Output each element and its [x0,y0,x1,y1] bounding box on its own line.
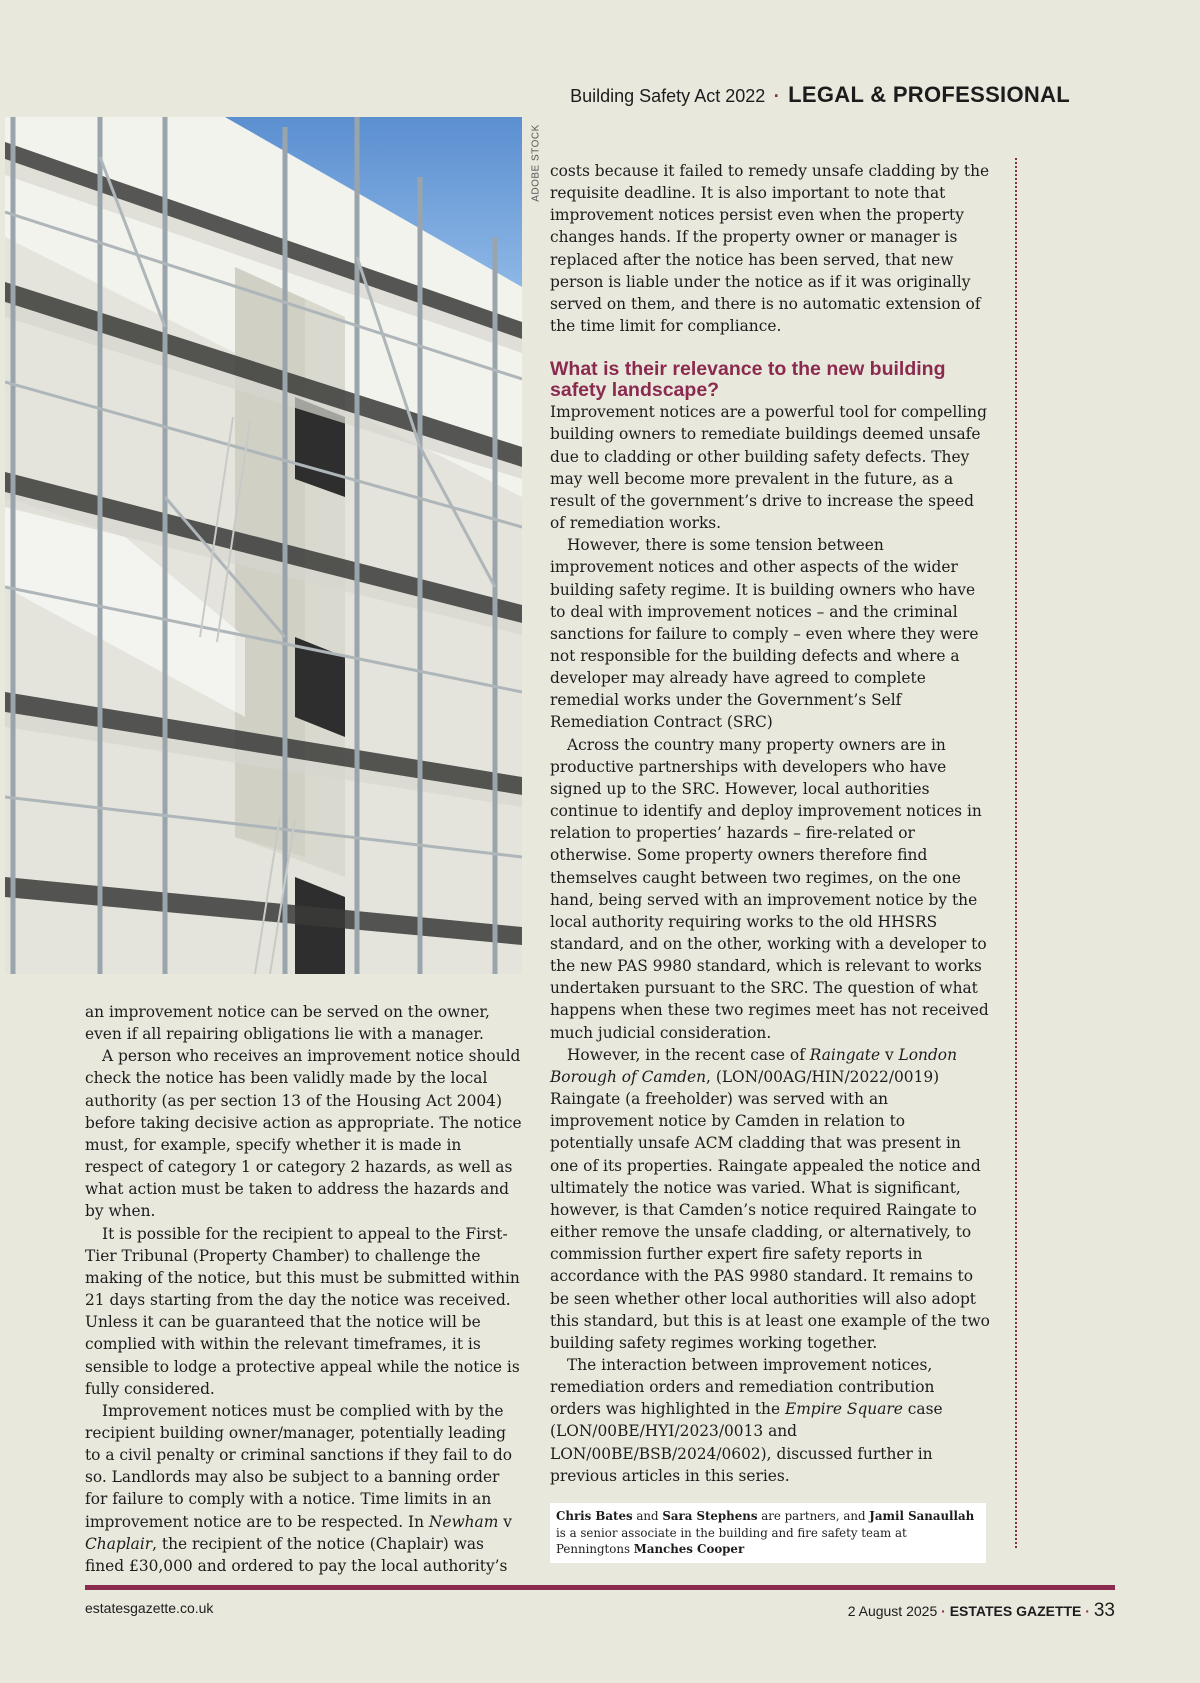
case-name: London Borough of Camden [550,1045,957,1086]
paragraph: an improvement notice can be served on the owner, even if all repairing obligations lie with a manager. [85,1003,490,1044]
footer-website[interactable]: estatesgazette.co.uk [85,1600,214,1616]
footer-folio [848,1600,1115,1622]
paragraph: costs because it failed to remedy unsafe cladding by the requisite deadline. It is also important to note that improvement notices persist even when the property changes hands. If the property owner or manager is replaced after the notice has been served, that new person is liable under the notice as if it was originally served on them, and there is no automatic extension of the time limit for compliance. [550,162,990,336]
paragraph: However, in the recent case of Raingate v London Borough of Camden, (LON/00AG/HIN/2022/0019) Raingate (a freeholder) was served with an improvement notice by Camden in relation to potentially unsafe ACM cladding that was present in one of its properties. Raingate appealed the notice and ultimately the notice was varied. What is significant, however, is that Camden’s notice required Raingate to either remove the unsafe cladding, or alternatively, to commission further expert fire safety reports in accordance with the PAS 9980 standard. It remains to be seen whether other local authorities will also adopt this standard, but this is at least one example of the two building safety regimes working together. [550,1045,990,1352]
photo-credit: ADOBE STOCK [530,124,542,202]
footer-rule [85,1585,1115,1590]
footer-separator: · [941,1603,946,1619]
paragraph: Across the country many property owners are in productive partnerships with developers who have signed up to the SRC. However, local authorities continue to identify and deploy improvement notices in relation to properties’ hazards – fire-related or otherwise. Some property owners therefore find themselves caught between two regimes, on the one hand, being served with an improvement notice by the local authority requiring works to the old HHSRS standard, and on the other, working with a developer to the new PAS 9980 standard, which is relevant to works undertaken pursuant to the SRC. The question of what happens when these two regimes meet has not received much judicial consideration. [550,735,989,1042]
page-number: 33 [1093,1600,1115,1621]
article-column-right [550,160,990,1487]
case-name: Empire Square [784,1400,903,1419]
footer-separator: · [1085,1603,1090,1619]
section-heading: What is their relevance to the new building safety landscape? [550,358,946,402]
author-name: Chris Bates [556,1509,633,1523]
paragraph: A person who receives an improvement notice should check the notice has been validly made by the local authority (as per section 13 of the Housing Act 2004) before taking decisive action as appropriate. The notice must, for example, specify whether it is made in respect of category 1 or category 2 hazards, as well as what action must be taken to address the hazards and by when. [85,1047,522,1221]
case-name: Newham [428,1512,499,1531]
paragraph: The interaction between improvement notices, remediation orders and remediation contribution orders was highlighted in the Empire Square case (LON/00BE/HYI/2023/0013 and LON/00BE/BSB/2024/0602), discussed further in previous articles in this series. [550,1355,943,1485]
paragraph: However, there is some tension between improvement notices and other aspects of the wider building safety regime. It is building owners who have to deal with improvement notices – and the criminal sanctions for failure to comply – even where they were not responsible for the building defects and where a developer may already have agreed to complete remedial works under the Government’s Self Remediation Contract (SRC) [550,536,979,732]
header-subject: Building Safety Act 2022 [570,86,766,106]
header-section: LEGAL & PROFESSIONAL [788,82,1070,107]
scaffolding-illustration [5,117,522,974]
firm-name: Manches Cooper [633,1542,745,1556]
article-column-left [85,1001,522,1577]
paragraph: Improvement notices must be complied with by the recipient building owner/manager, potentially leading to a civil penalty or criminal sanctions if they fail to do so. Landlords may also be subject to a banning order for failure to comply with a notice. Time limits in an improvement notice are to be respected. In Newham v Chaplair, the recipient of the notice (Chaplair) was fined £30,000 and ordered to pay the local authority’s [85,1401,513,1575]
author-name: Jamil Sanaullah [869,1509,975,1523]
publication-name: ESTATES GAZETTE [949,1603,1082,1619]
case-name: Raingate [809,1045,881,1064]
issue-date: 2 August 2025 [847,1603,938,1619]
author-bio: Chris Bates and Sara Stephens are partners, and Jamil Sanaullah is a senior associate in the building and fire safety team at Penningtons Manches Cooper [550,1503,986,1563]
paragraph: Improvement notices are a powerful tool for compelling building owners to remediate buildings deemed unsafe due to cladding or other building safety defects. They may well become more prevalent in the future, as a result of the government’s drive to increase the speed of remediation works. [550,403,987,533]
column-divider [1015,158,1017,1548]
author-name: Sara Stephens [662,1509,758,1523]
paragraph: It is possible for the recipient to appeal to the First-Tier Tribunal (Property Chamber) to challenge the making of the notice, but this must be submitted within 21 days starting from the day the notice was received. Unless it can be guaranteed that the notice will be complied with within the relevant timeframes, it is sensible to lodge a protective appeal while the notice is fully considered. [85,1224,520,1398]
header-separator: · [773,86,780,106]
running-header [570,82,1070,108]
scaffolding-photo [5,117,522,974]
case-name: Chaplair [85,1534,153,1553]
